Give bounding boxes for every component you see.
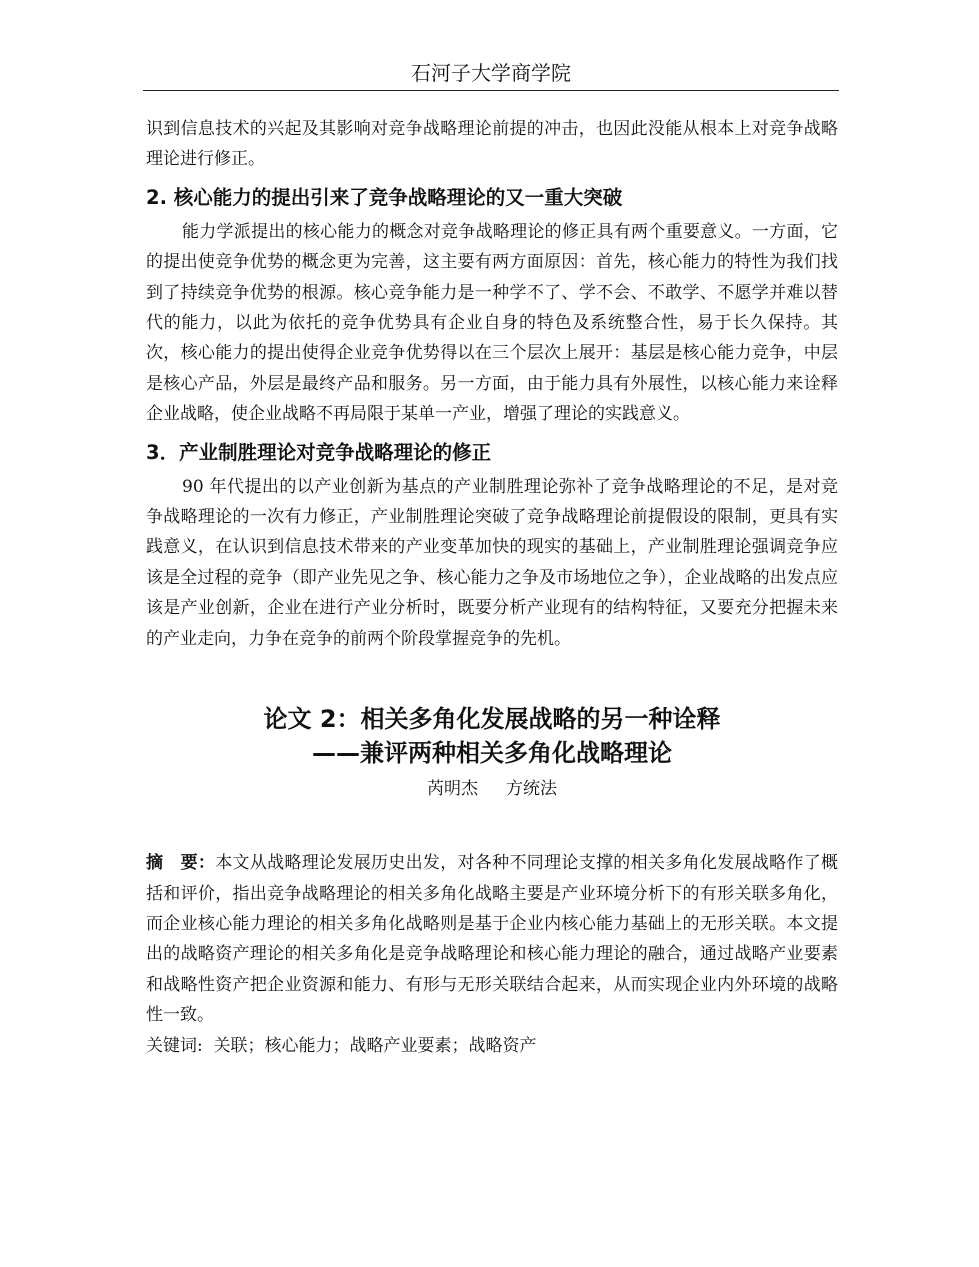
section-3-heading: 3．产业制胜理论对竞争战略理论的修正 bbox=[146, 440, 492, 464]
keywords-label: 关键词: bbox=[146, 1035, 203, 1056]
paper-title-block bbox=[146, 702, 838, 804]
author-name: 芮明杰 bbox=[427, 779, 478, 800]
section-3-body: 90 年代提出的以产业创新为基点的产业制胜理论弥补了竞争战略理论的不足，是对竞争战略理论的一次有力修正，产业制胜理论突破了竞争战略理论前提假设的限制，更具有实践意义，在认识到信息技术带来的产业变革加快的现实的基础上，产业制胜理论强调竞争应该是全过程的竞争（即产业先见之争、核心能力之争及市场地位之争），企业战略的出发点应该是产业创新，企业在进行产业分析时，既要分析产业现有的结构特征，又要充分把握未来的产业走向，力争在竞争的前两个阶段掌握竞争的先机。 bbox=[146, 476, 838, 649]
section-2-heading: 2. 核心能力的提出引来了竞争战略理论的又一重大突破 bbox=[146, 185, 623, 209]
paper-subtitle: ——兼评两种相关多角化战略理论 bbox=[312, 739, 672, 768]
section-2-body: 能力学派提出的核心能力的概念对竞争战略理论的修正具有两个重要意义。一方面，它的提出使竞争优势的概念更为完善，这主要有两方面原因：首先，核心能力的特性为我们找到了持续竞争优势的根源。核心竞争能力是一种学不了、学不会、不敢学、不愿学并难以替代的能力，以此为依托的竞争优势具有企业自身的特色及系统整合性，易于长久保持。其次，核心能力的提出使得企业竞争优势得以在三个层次上展开：基层是核心能力竞争，中层是核心产品，外层是最终产品和服务。另一方面，由于能力具有外展性，以核心能力来诠释企业战略，使企业战略不再局限于某单一产业，增强了理论的实践意义。 bbox=[146, 221, 838, 425]
paper-title: 论文 2：相关多角化发展战略的另一种诠释 bbox=[263, 705, 721, 734]
abstract-text: 本文从战略理论发展历史出发，对各种不同理论支撑的相关多角化发展战略作了概括和评价，指出竞争战略理论的相关多角化战略主要是产业环境分析下的有形关联多角化，而企业核心能力理论的相关多角化战略则是基于企业内核心能力基础上的无形关联。本文提出的战略资产理论的相关多角化是竞争战略理论和核心能力理论的融合，通过战略产业要素和战略性资产把企业资源和能力、有形与无形关联结合起来，从而实现企业内外环境的战略性一致。 bbox=[146, 853, 839, 1026]
intro-paragraph: 识到信息技术的兴起及其影响对竞争战略理论前提的冲击，也因此没能从根本上对竞争战略理论进行修正。 bbox=[146, 119, 838, 170]
page-header: 石河子大学商学院 bbox=[143, 56, 839, 91]
paper-authors bbox=[146, 774, 838, 804]
abstract-paragraph bbox=[146, 848, 838, 1030]
page-content bbox=[146, 114, 838, 1061]
abstract-label: 摘 要： bbox=[146, 853, 216, 874]
author-name: 方统法 bbox=[506, 779, 557, 800]
keywords-line bbox=[146, 1031, 838, 1061]
keywords-text: 关联；核心能力；战略产业要素；战略资产 bbox=[213, 1035, 537, 1056]
